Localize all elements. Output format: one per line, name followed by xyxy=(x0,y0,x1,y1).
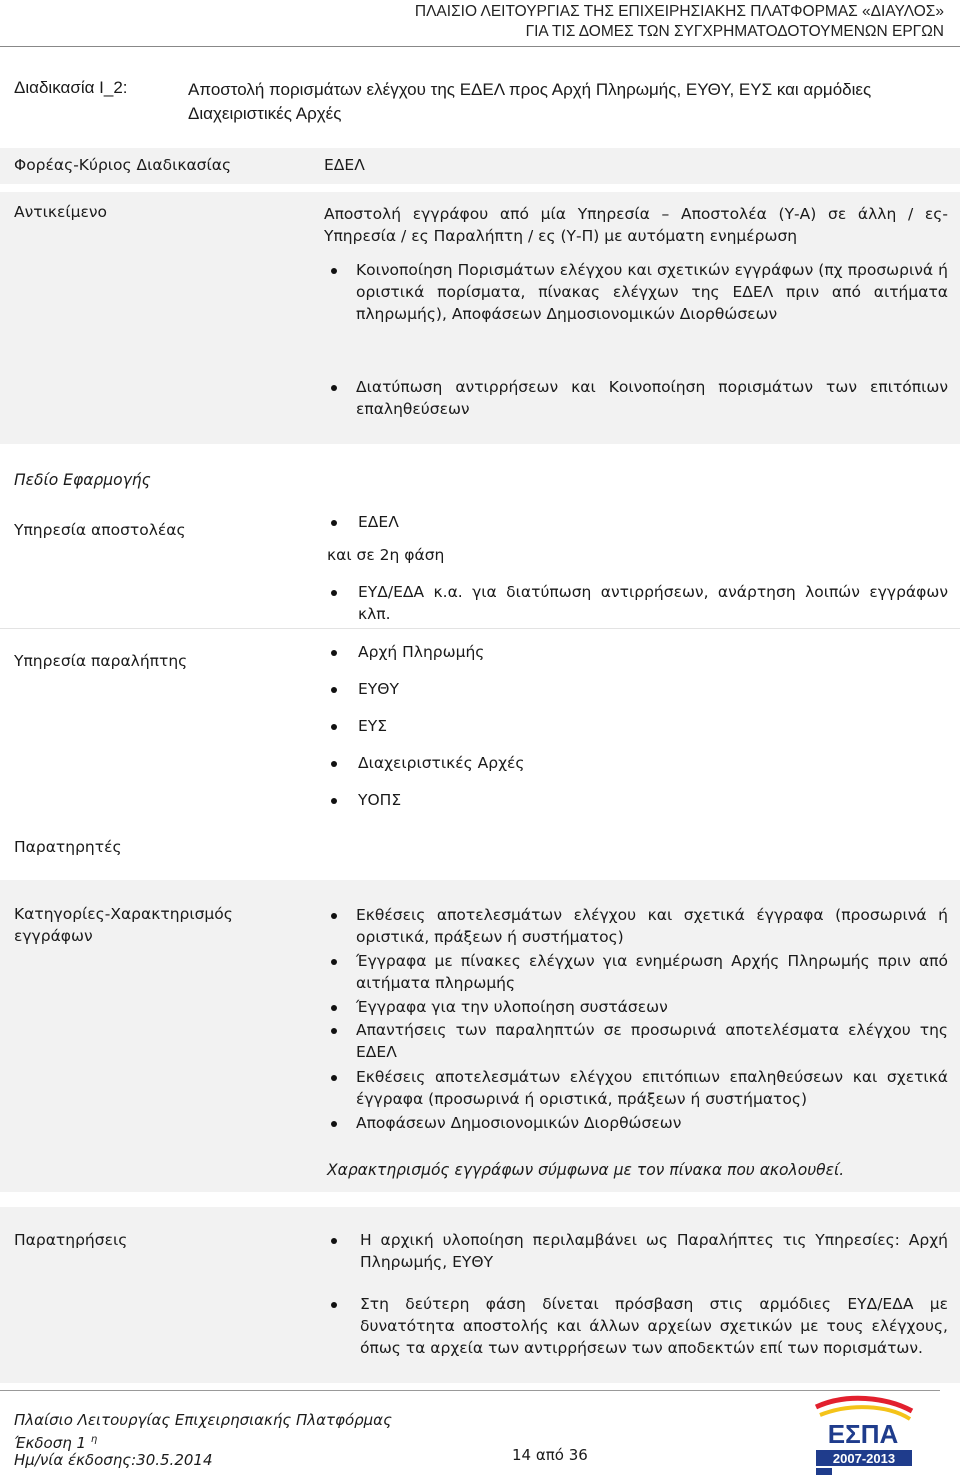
bullet-icon xyxy=(331,520,337,526)
logo-text: ΕΣΠΑ xyxy=(827,1419,899,1449)
bullet-icon xyxy=(331,959,337,965)
bullet-icon xyxy=(331,590,337,596)
bullet-icon xyxy=(331,1028,337,1034)
bullet-icon xyxy=(331,385,337,391)
receiver-label: Υπηρεσία παραλήπτης xyxy=(14,652,188,670)
bullet-icon xyxy=(331,1238,337,1244)
owner-value: ΕΔΕΛ xyxy=(324,156,365,174)
footer-edition-text: Έκδοση 1 xyxy=(14,1434,87,1452)
bullet-icon xyxy=(331,1005,337,1011)
remark-item: Στη δεύτερη φάση δίνεται πρόσβαση στις αρμόδιες ΕΥΔ/ΕΔΑ με δυνατότητα αποστολής και άλλων αρχείων σχετικών με τους ελέγχους, όπως τα αρχεία των αντιρρήσεων των αποδεκτών επί των πορισμάτων. xyxy=(360,1295,948,1357)
subject-intro: Αποστολή εγγράφου από μία Υπηρεσία – Αποστολέα (Υ-Α) σε άλλη / ες- Υπηρεσία / ες Παραλήπτη / ες (Υ-Π) με αυτόματη ενημέρωση xyxy=(324,205,948,245)
logo-years: 2007-2013 xyxy=(832,1451,896,1466)
bullet-icon xyxy=(331,724,337,730)
receiver-item: Διαχειριστικές Αρχές xyxy=(358,754,525,772)
bullet-icon xyxy=(331,1075,337,1081)
header-line-1: ΠΛΑΙΣΙΟ ΛΕΙΤΟΥΡΓΙΑΣ ΤΗΣ ΕΠΙΧΕΙΡΗΣΙΑΚΗΣ ΠΛΑΤΦΟΡΜΑΣ «ΔΙΑΥΛΟΣ» xyxy=(414,3,944,20)
category-item: Έγγραφα για την υλοποίηση συστάσεων xyxy=(356,998,668,1016)
document-header xyxy=(415,2,944,42)
bullet-icon xyxy=(331,1121,337,1127)
scope-label: Πεδίο Εφαρμογής xyxy=(14,471,151,489)
subject-bullet-1: Κοινοποίηση Πορισμάτων ελέγχου και σχετικών εγγράφων (πχ προσωρινά ή οριστικά πορίσματα, πίνακας ελέγχων της ΕΔΕΛ πριν από αιτήματα πληρωμής), Αποφάσεων Δημοσιονομικών Διορθώσεων xyxy=(356,261,948,323)
row-divider xyxy=(0,628,960,629)
categories-label: Κατηγορίες-Χαρακτηρισμός εγγράφων xyxy=(14,905,233,945)
receiver-item: ΥΟΠΣ xyxy=(358,791,402,809)
observers-label: Παρατηρητές xyxy=(14,838,122,856)
remarks-label: Παρατηρήσεις xyxy=(14,1231,128,1249)
bullet-icon xyxy=(331,761,337,767)
bullet-icon xyxy=(331,268,337,274)
procedure-label: Διαδικασία Ι_2: xyxy=(14,78,128,97)
subject-bullet-2: Διατύπωση αντιρρήσεων και Κοινοποίηση πορισμάτων των επιτόπιων επαληθεύσεων xyxy=(356,378,948,418)
espa-logo xyxy=(806,1393,920,1475)
eu-flag-icon xyxy=(816,1468,832,1475)
bullet-icon xyxy=(331,798,337,804)
footer-title: Πλαίσιο Λειτουργίας Επιχειρησιακής Πλατφόρμας xyxy=(14,1411,392,1429)
sender-label: Υπηρεσία αποστολέας xyxy=(14,521,186,539)
procedure-title: Αποστολή πορισμάτων ελέγχου της ΕΔΕΛ προς Αρχή Πληρωμής, ΕΥΘΥ, ΕΥΣ και αρμόδιες Διαχειριστικές Αρχές xyxy=(188,80,872,123)
receiver-item: Αρχή Πληρωμής xyxy=(358,643,485,661)
receiver-item: ΕΥΣ xyxy=(358,717,388,735)
page-number: 14 από 36 xyxy=(512,1446,588,1464)
categories-note: Χαρακτηρισμός εγγράφων σύμφωνα με τον πίνακα που ακολουθεί. xyxy=(327,1161,845,1179)
remark-item: Η αρχική υλοποίηση περιλαμβάνει ως Παραλήπτες τις Υπηρεσίες: Αρχή Πληρωμής, ΕΥΘΥ xyxy=(360,1231,948,1271)
header-line-2: ΓΙΑ ΤΙΣ ΔΟΜΕΣ ΤΩΝ ΣΥΓΧΡΗΜΑΤΟΔΟΤΟΥΜΕΝΩΝ ΕΡΓΩΝ xyxy=(525,23,944,40)
subject-label: Αντικείμενο xyxy=(14,203,107,221)
category-item: Εκθέσεις αποτελεσμάτων ελέγχου και σχετικά έγγραφα (προσωρινά ή οριστικά, πράξεων ή συστήματος) xyxy=(356,906,948,946)
category-item: Εκθέσεις αποτελεσμάτων ελέγχου επιτόπιων επαληθεύσεων και σχετικά έγγραφα (προσωρινά ή οριστικά, πράξεων ή συστήματος) xyxy=(356,1068,948,1108)
sender-note: και σε 2η φάση xyxy=(327,546,445,564)
bullet-icon xyxy=(331,913,337,919)
footer-divider xyxy=(0,1390,940,1391)
category-item: Απαντήσεις των παραληπτών σε προσωρινά αποτελέσματα ελέγχου της ΕΔΕΛ xyxy=(356,1021,948,1061)
sender-bullet-2: ΕΥΔ/ΕΔΑ κ.α. για διατύπωση αντιρρήσεων, ανάρτηση λοιπών εγγράφων κλπ. xyxy=(358,583,948,623)
category-item: Έγγραφα με πίνακες ελέγχων για ενημέρωση Αρχής Πληρωμής πριν από αιτήματα πληρωμής xyxy=(356,952,948,992)
footer-date: Ημ/νία έκδοσης:30.5.2014 xyxy=(14,1451,213,1469)
bullet-icon xyxy=(331,1302,337,1308)
owner-label: Φορέας-Κύριος Διαδικασίας xyxy=(14,156,232,174)
logo-arc-yellow xyxy=(820,1407,910,1419)
category-item: Αποφάσεων Δημοσιονομικών Διορθώσεων xyxy=(356,1114,682,1132)
receiver-item: ΕΥΘΥ xyxy=(358,680,399,698)
header-divider xyxy=(0,46,960,47)
sender-bullet-1: ΕΔΕΛ xyxy=(358,513,399,531)
footer-edition-sup: η xyxy=(90,1434,98,1445)
bullet-icon xyxy=(331,650,337,656)
bullet-icon xyxy=(331,687,337,693)
